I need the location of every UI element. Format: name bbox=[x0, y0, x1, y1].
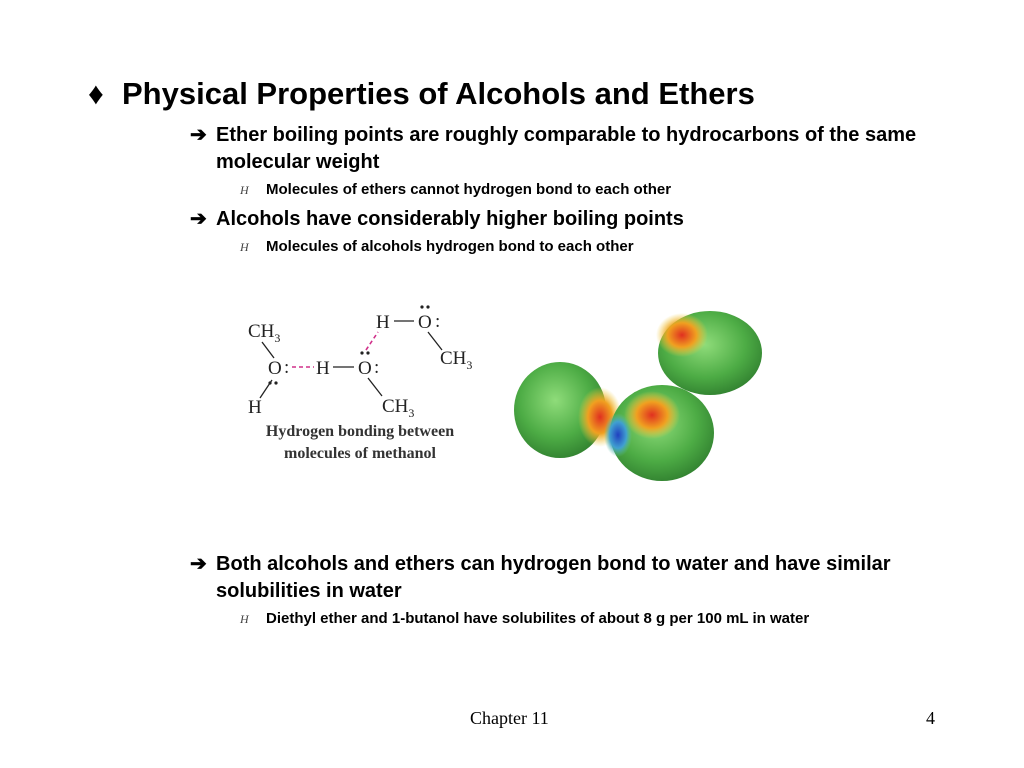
lone-pair: : bbox=[374, 357, 380, 378]
bullet-point-3: Both alcohols and ethers can hydrogen bond to water and have similar solubilities in water bbox=[216, 553, 891, 602]
arrow-bullet-icon: ➔ bbox=[190, 124, 207, 146]
oxygen-label: O bbox=[268, 358, 282, 379]
hydrogen-label: H bbox=[376, 312, 390, 333]
sub-point-1: Molecules of ethers cannot hydrogen bond to each other bbox=[266, 181, 672, 198]
sub-point-2: Molecules of alcohols hydrogen bond to each other bbox=[266, 238, 634, 255]
figure-caption-line2: molecules of methanol bbox=[284, 445, 436, 462]
ch3-label: $CH_3$ bbox=[440, 348, 473, 372]
arrow-bullet-icon: ➔ bbox=[190, 553, 207, 575]
sub-bullet-icon: H bbox=[240, 183, 249, 197]
slide-title bbox=[88, 76, 755, 112]
bullet-point-2: Alcohols have considerably higher boiling points bbox=[216, 208, 684, 230]
ch3-label: $CH_3$ bbox=[248, 321, 281, 345]
footer-chapter: Chapter 11 bbox=[470, 708, 549, 728]
figure-caption-line1: Hydrogen bonding between bbox=[265, 423, 455, 440]
lone-pair: : bbox=[284, 357, 290, 378]
lone-pair: : bbox=[435, 311, 441, 332]
sub-point-3: Diethyl ether and 1-butanol have solubilites of about 8 g per 100 mL in water bbox=[266, 610, 810, 627]
methanol-potential-map-bottom bbox=[604, 385, 714, 481]
oxygen-label: O bbox=[418, 312, 432, 333]
sub-bullet-icon: H bbox=[240, 240, 249, 254]
page-number: 4 bbox=[926, 708, 935, 728]
bullet-point-1: Ether boiling points are roughly comparable to hydrocarbons of the same molecular weight bbox=[216, 124, 917, 173]
hydrogen-label: H bbox=[316, 358, 330, 379]
electrostatic-potential-maps bbox=[510, 305, 770, 490]
sub-bullet-icon: H bbox=[240, 612, 249, 626]
hydrogen-label: H bbox=[248, 397, 262, 418]
arrow-bullet-icon: ➔ bbox=[190, 208, 207, 230]
methanol-potential-map-top bbox=[656, 311, 762, 395]
oxygen-label: O bbox=[358, 358, 372, 379]
methanol-hbond-diagram bbox=[236, 300, 496, 470]
ch3-label: $CH_3$ bbox=[382, 396, 415, 420]
slide-title-text: Physical Properties of Alcohols and Ethers bbox=[122, 76, 755, 111]
diamond-bullet-icon: ♦ bbox=[88, 76, 104, 111]
